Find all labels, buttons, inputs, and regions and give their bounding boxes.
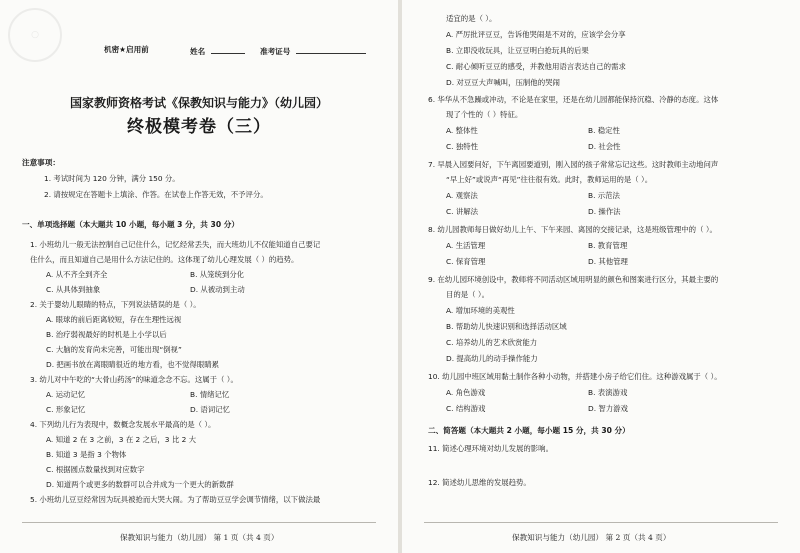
question-11: 11. 简述心理环境对幼儿发展的影响。 [428,444,553,453]
q1-option-c: C. 从具体到抽象 [46,285,101,294]
q4-option-b: B. 知道 3 是指 3 个物体 [46,450,127,459]
exam-number-field [260,45,366,57]
question-1-stem-cont: 住什么，而且知道自己是用什么方法记住的。这体现了幼儿心理发展（ ）的趋势。 [30,255,299,264]
page-footer: 保教知识与能力（幼儿园） 第 2 页（共 4 页） [512,533,671,542]
q6-option-b: B. 稳定性 [588,126,620,135]
exam-page-2 [402,0,800,553]
q8-option-d: D. 其他管理 [588,257,628,266]
q1-option-b: B. 从笼统到分化 [190,270,245,279]
question-10-stem: 10. 幼儿园中班区域用黏土制作各种小动物，并搭建小房子给它们住。这种游戏属于（ ）。 [428,372,722,381]
exam-page-1 [0,0,398,553]
q9-option-c: C. 培养幼儿的艺术欣赏能力 [446,338,538,347]
q8-option-a: A. 生活管理 [446,241,486,250]
q6-option-c: C. 独特性 [446,142,479,151]
q5-option-c: C. 耐心倾听豆豆的感受，并教他用语言表达自己的需求 [446,62,626,71]
question-9-stem-cont: 目的是（ ）。 [446,290,489,299]
question-5-stem-cont: 适宜的是（ ）。 [446,14,497,23]
q1-option-d: D. 从被动到主动 [190,285,245,294]
q6-option-a: A. 整体性 [446,126,478,135]
question-5-stem: 5. 小班幼儿豆豆经常因为玩具被抢而大哭大闹。为了帮助豆豆学会调节情绪，以下做法最 [30,495,321,504]
question-7-stem: 7. 早晨入园要问好，下午离园要道别，刚入园的孩子常常忘记这些。这时教师主动地问声 [428,160,719,169]
name-label: 姓名 [190,47,206,56]
q8-option-c: C. 保育管理 [446,257,486,266]
q5-option-a: A. 严厉批评豆豆，告诉他哭闹是不对的，应该学会分享 [446,30,626,39]
question-8-stem: 8. 幼儿园教师每日做好幼儿上午、下午来园、离园的交接记录，这是班级管理中的（ ）。 [428,225,717,234]
question-1-stem: 1. 小班幼儿一般无法控制自己记住什么，记忆经常丢失，而大班幼儿不仅能知道自己要记 [30,240,321,249]
q2-option-d: D. 把画书放在离眼睛很近的地方看，也不觉得眼睛累 [46,360,219,369]
q2-option-b: B. 治疗弱视最好的时机是上小学以后 [46,330,167,339]
question-2-stem: 2. 关于婴幼儿眼睛的特点，下列说法错误的是（ ）。 [30,300,201,309]
q7-option-c: C. 讲解法 [446,207,479,216]
q6-option-d: D. 社会性 [588,142,621,151]
question-12: 12. 简述幼儿思维的发展趋势。 [428,478,531,487]
question-7-stem-cont: “早上好”或说声“再见”往往很有效。此时，教师运用的是（ ）。 [446,175,653,184]
section-2-title: 二、简答题（本大题共 2 小题，每小题 15 分，共 30 分） [428,426,630,435]
q5-option-d: D. 对豆豆大声喊叫，压制他的哭闹 [446,78,560,87]
paper-title: 终极模考卷（三） [127,117,271,137]
q3-option-a: A. 运动记忆 [46,390,86,399]
q2-option-c: C. 大脑的发育尚未完善，可能出现“倒视” [46,345,182,354]
q5-option-b: B. 立即没收玩具，让豆豆明白抢玩具的后果 [446,46,589,55]
q3-option-d: D. 语词记忆 [190,405,230,414]
question-9-stem: 9. 在幼儿园环境创设中，教师将不同活动区域用明显的颜色和图案进行区分，其最主要的 [428,275,719,284]
question-6-stem: 6. 华华从不急躁或冲动，不论是在家里，还是在幼儿园都能保持沉稳、冷静的态度。这体 [428,95,719,104]
q7-option-b: B. 示范法 [588,191,620,200]
q8-option-b: B. 教育管理 [588,241,628,250]
watermark-seal: ○ [8,8,62,62]
q4-option-d: D. 知道两个或更多的数群可以合并成为一个更大的新数群 [46,480,234,489]
q1-option-a: A. 从不齐全到齐全 [46,270,108,279]
q10-option-c: C. 结构游戏 [446,404,486,413]
q9-option-b: B. 帮助幼儿快速识别和选择活动区域 [446,322,567,331]
q10-option-a: A. 角色游戏 [446,388,486,397]
notice-item: 1. 考试时间为 120 分钟，满分 150 分。 [44,174,180,183]
question-6-stem-cont: 现了个性的（ ）特征。 [446,110,523,119]
q4-option-a: A. 知道 2 在 3 之前，3 在 2 之后，3 比 2 大 [46,435,197,444]
q9-option-d: D. 提高幼儿的动手操作能力 [446,354,538,363]
page-footer: 保教知识与能力（幼儿园） 第 1 页（共 4 页） [120,533,279,542]
notice-item: 2. 请按规定在答题卡上填涂、作答。在试卷上作答无效，不予评分。 [44,190,268,199]
q9-option-a: A. 增加环境的美观性 [446,306,515,315]
name-field [190,45,245,57]
section-1-title: 一、单项选择题（本大题共 10 小题，每小题 3 分，共 30 分） [22,220,239,229]
exam-number-label: 准考证号 [260,47,291,56]
confidential-label: 机密★启用前 [104,45,149,54]
exam-title: 国家教师资格考试《保教知识与能力》（幼儿园） [69,96,328,110]
q7-option-a: A. 观察法 [446,191,478,200]
footer-divider [424,522,778,523]
footer-divider [22,522,376,523]
question-4-stem: 4. 下列幼儿行为表现中，数概念发展水平最高的是（ ）。 [30,420,216,429]
question-3-stem: 3. 幼儿对中午吃的“大骨山药汤”的味道念念不忘。这属于（ ）。 [30,375,238,384]
q7-option-d: D. 操作法 [588,207,621,216]
notice-heading: 注意事项： [22,158,60,167]
q10-option-d: D. 智力游戏 [588,404,628,413]
q3-option-c: C. 形象记忆 [46,405,86,414]
q4-option-c: C. 根据圆点数量找到对应数字 [46,465,145,474]
q2-option-a: A. 眼球的前后距离较短，存在生理性远视 [46,315,182,324]
q3-option-b: B. 情绪记忆 [190,390,230,399]
q10-option-b: B. 表演游戏 [588,388,628,397]
